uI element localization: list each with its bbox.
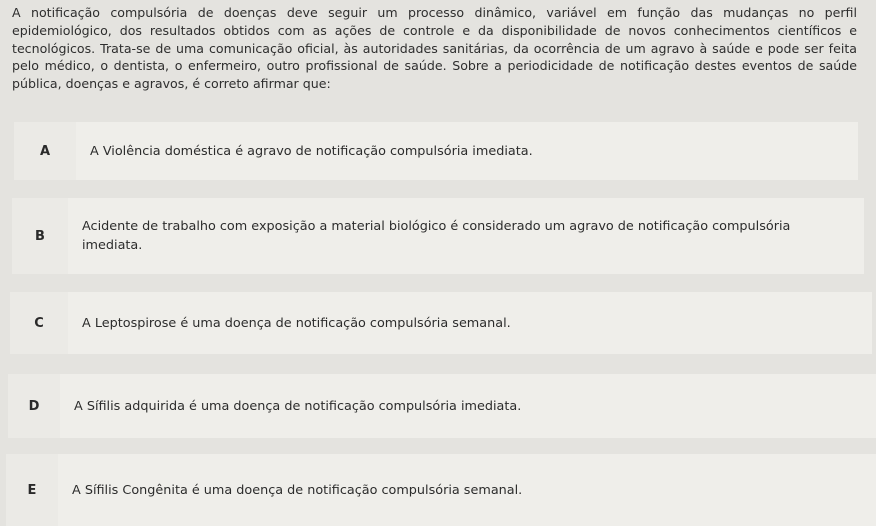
option-text: A Sífilis adquirida é uma doença de notificação compulsória imediata. xyxy=(60,374,876,438)
option-e[interactable] xyxy=(6,454,876,526)
option-text: A Leptospirose é uma doença de notificação compulsória semanal. xyxy=(68,292,872,354)
question-text: A notificação compulsória de doenças deve seguir um processo dinâmico, variável em função das mudanças no perfil epidemiológico, dos resultados obtidos com as ações de controle e da disponibilidade de novos conhecimentos científicos e tecnológicos. Trata-se de uma comunicação oficial, às autoridades sanitárias, da ocorrência de um agravo à saúde e pode ser feita pelo médico, o dentista, o enfermeiro, outro profissional de saúde. Sobre a periodicidade de notificação destes eventos de saúde pública, doenças e agravos, é correto afirmar que: xyxy=(12,5,857,92)
option-c[interactable] xyxy=(10,292,872,354)
option-letter: B xyxy=(12,198,68,274)
option-letter: C xyxy=(10,292,68,354)
option-letter: A xyxy=(14,122,76,180)
option-a[interactable] xyxy=(14,122,858,180)
option-letter: D xyxy=(8,374,60,438)
option-text: A Violência doméstica é agravo de notificação compulsória imediata. xyxy=(76,122,858,180)
option-text: A Sífilis Congênita é uma doença de notificação compulsória semanal. xyxy=(58,454,876,526)
option-d[interactable] xyxy=(8,374,876,438)
option-b[interactable] xyxy=(12,198,864,274)
option-text: Acidente de trabalho com exposição a material biológico é considerado um agravo de notificação compulsória imediata. xyxy=(68,198,864,274)
option-letter: E xyxy=(6,454,58,526)
